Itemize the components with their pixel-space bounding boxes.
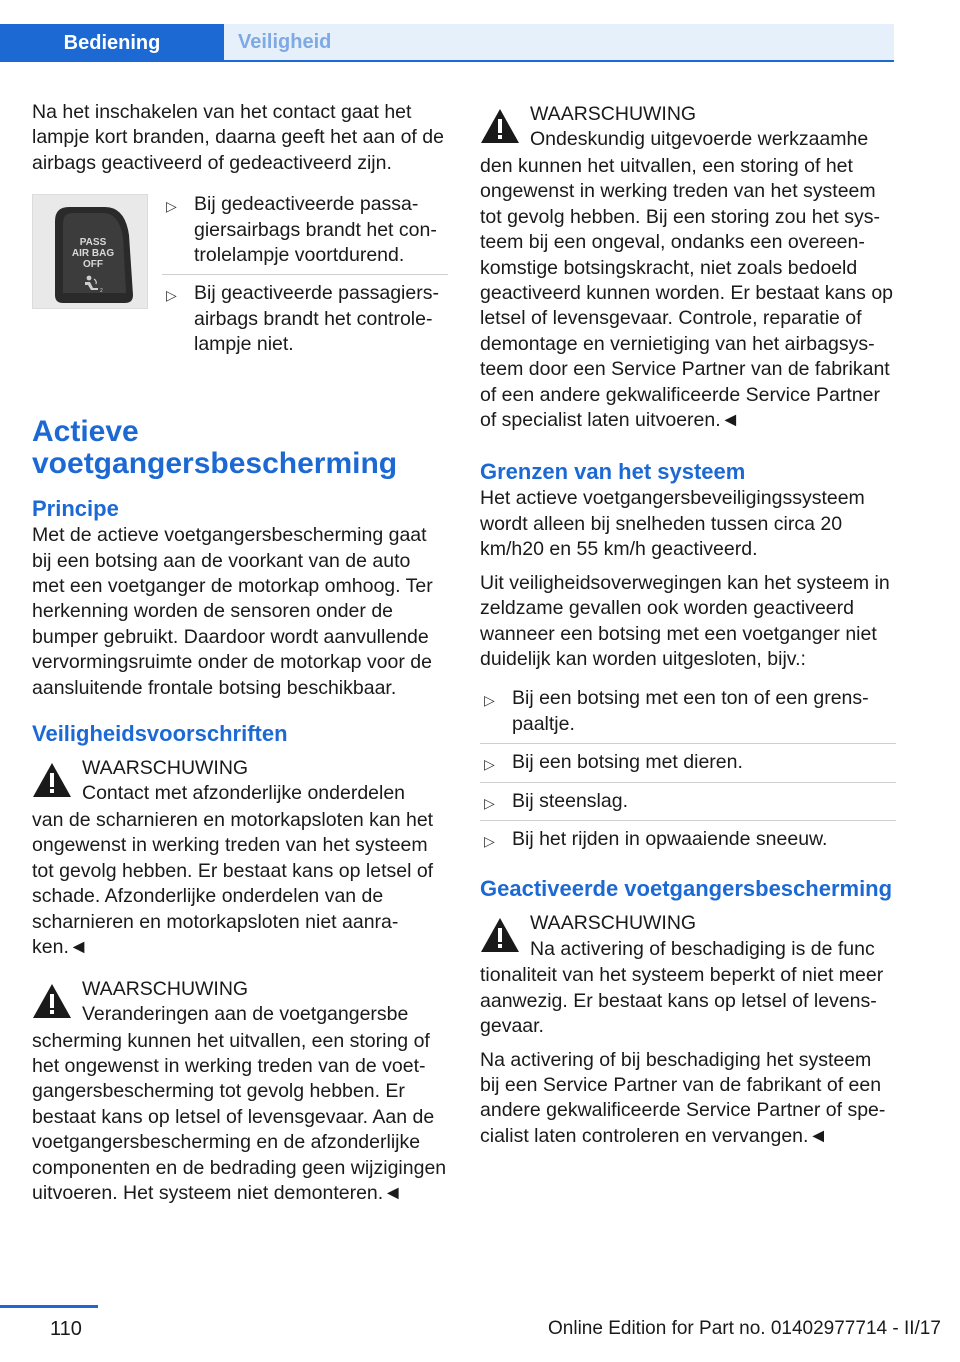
warning-first-line: Na activering of beschadiging is de func <box>530 937 875 960</box>
warning-text: van de scharnieren en motorkapsloten kan het ongewenst in werking treden van het systeem tot gevolg hebben. Er bestaat kans op letsel of schade. Afzonderlijke onderdelen van de scharnieren en motorkapsloten niet aanraken.◄ <box>32 809 434 959</box>
warning-box <box>32 977 448 1207</box>
warning-triangle-icon <box>32 983 72 1019</box>
intro-text: Na het inschakelen van het contact gaat het lampje kort branden, daarna geeft het aan of de airbags geactiveerd of gedeactiveerd zijn. <box>32 101 444 174</box>
warning-first-line: Ondeskundig uitgevoerde werkzaamhe <box>530 128 869 151</box>
tab-bediening[interactable]: Bediening <box>0 24 224 62</box>
page-number: 110 <box>50 1318 82 1340</box>
warning-box <box>480 911 896 1039</box>
activated-heading: Geactiveerde voetgangersbescherming <box>480 876 893 902</box>
triangle-bullet-icon: ▷ <box>484 692 495 709</box>
limits-heading: Grenzen van het systeem <box>480 459 746 485</box>
triangle-bullet-icon: ▷ <box>484 832 495 849</box>
warning-title: WAARSCHUWING <box>82 757 249 780</box>
edition-note: Online Edition for Part no. 01402977714 - II/17 <box>548 1318 941 1339</box>
warning-triangle-icon <box>32 762 72 798</box>
warning-title: WAARSCHUWING <box>82 977 249 1000</box>
passenger-airbag-off-lamp-image <box>32 194 148 309</box>
list-item: ▷ Bij een botsing met dieren. <box>480 744 896 782</box>
limits-text: Uit veiligheidsoverwegingen kan het systeem in zeldzame gevallen ook worden geactiveerd wanneer een botsing met een voetganger niet duidelijk kan worden uitgesloten, bijv.: <box>480 571 890 670</box>
left-column <box>32 100 448 1214</box>
triangle-bullet-icon: ▷ <box>166 287 177 304</box>
airbag-status-list <box>162 186 448 363</box>
triangle-bullet-icon: ▷ <box>166 198 177 215</box>
activated-text: Na activering of bij beschadiging het systeem bij een Service Partner van de fabrikant of een andere gekwalificeerde Service Partner of specialist laten controleren en vervangen.◄ <box>480 1048 886 1147</box>
warning-triangle-icon <box>480 917 520 953</box>
airbag-indicator-section <box>32 186 448 388</box>
airbag-label-off: OFF <box>83 259 103 271</box>
principe-text: Met de actieve voetgangersbescherming gaat bij een botsing aan de voorkant van de auto met een voetganger de motorkap omhoog. Ter herkenning worden de sensoren onder de bumper gebruikt. Daardoor wordt aanvullende vervormingsruimte onder de motorkap voor de aansluitende frontale botsing beschikbaar. <box>32 524 433 699</box>
warning-text: tionaliteit van het systeem beperkt of niet meer aanwezig. Er bestaat kans op letsel of levensgevaar. <box>480 964 884 1038</box>
limits-list <box>480 680 896 858</box>
warning-triangle-icon <box>480 108 520 144</box>
triangle-bullet-icon: ▷ <box>484 794 495 811</box>
warning-first-line: Veranderingen aan de voetgangersbe <box>82 1002 409 1025</box>
list-item: ▷ Bij een botsing met een ton of een grenspaaltje. <box>480 680 896 744</box>
warning-text: scherming kunnen het uitvallen, een storing of het ongewenst in werking treden van de voetgangersbescherming tot gevolg hebben. Er bestaat kans op letsel of levensgevaar. Aan de voetgangersbescherming en de afzonderlijke componenten en de bedrading geen wijzigingen uitvoeren. Het systeem niet demonteren.◄ <box>32 1029 447 1204</box>
principe-heading: Principe <box>32 496 119 522</box>
airbag-label-airbag: AIR BAG <box>71 248 115 260</box>
warning-box <box>480 102 896 433</box>
page-header <box>0 24 894 62</box>
footer-rule <box>0 1305 98 1308</box>
svg-text:2: 2 <box>100 288 103 295</box>
warning-box <box>32 756 448 960</box>
triangle-bullet-icon: ▷ <box>484 756 495 773</box>
tab-veiligheid[interactable]: Veiligheid <box>224 24 894 60</box>
airbag-label-pass: PASS <box>79 237 107 249</box>
safety-heading: Veiligheidsvoorschriften <box>32 721 288 747</box>
section-heading: Actieve voetgangersbescherming <box>32 415 398 481</box>
list-item: ▷ Bij gedeactiveerde passagiersairbags brandt het controlelampje voortdurend. <box>162 186 448 275</box>
list-item: ▷ Bij steenslag. <box>480 783 896 821</box>
warning-title: WAARSCHUWING <box>530 103 697 125</box>
list-item: ▷ Bij het rijden in opwaaiende sneeuw. <box>480 821 896 858</box>
warning-title: WAARSCHUWING <box>530 912 697 935</box>
limits-text: Het actieve voetgangersbeveiligingssysteem wordt alleen bij snelheden tussen circa 20 km/h20 en 55 km/h geactiveerd. <box>480 487 865 561</box>
right-column <box>480 100 896 1157</box>
warning-first-line: Contact met afzonderlijke onderdelen <box>82 782 406 805</box>
header-rule <box>0 60 894 62</box>
warning-text: den kunnen het uitvallen, een storing of het ongewenst in werking treden van het systeem tot gevolg hebben. Bij een storing zou het systeem bij een ongeval, ondanks een overeenkomstige botsingskracht, niet zoals bedoeld geactiveerd kunnen worden. Er bestaat kans op letsel of levensgevaar. Controle, reparatie of demontage en vernietiging van het airbagsysteem door een Service Partner van de fabrikant of een andere gekwalificeerde Service Partner of specialist laten uitvoeren.◄ <box>480 155 894 432</box>
list-item: ▷ Bij geactiveerde passagiersairbags brandt het controlelampje niet. <box>166 282 439 356</box>
